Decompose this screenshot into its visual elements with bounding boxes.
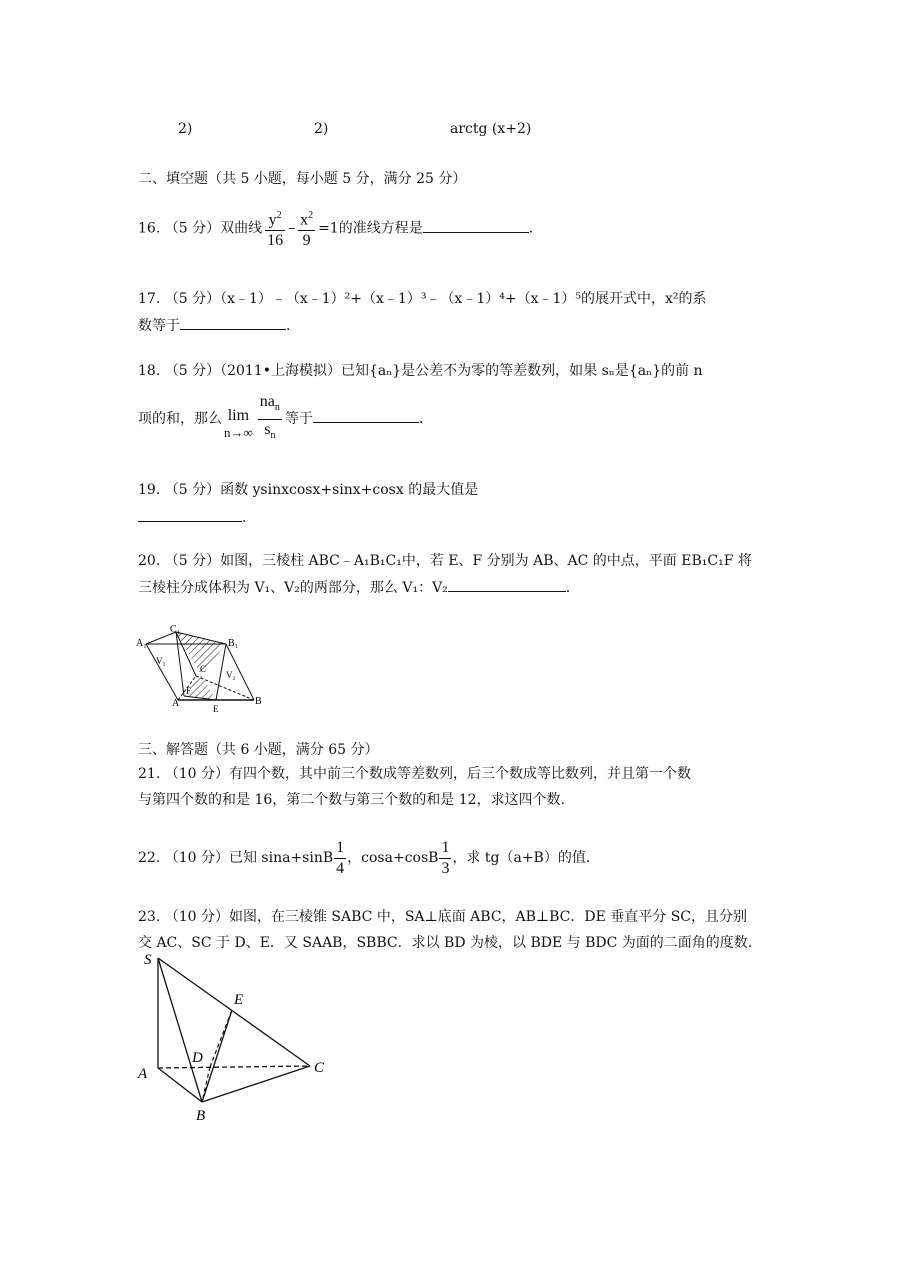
label-a: A <box>172 698 180 709</box>
question-16: 16. （5 分）双曲线 $\frac{y^2}{16}$ – $\frac{x^2}{9}$ =1的准线方程是 . <box>138 206 533 251</box>
question-20-line-1: 20. （5 分）如图，三棱柱 ABC﹣A₁B₁C₁中，若 E、F 分别为 AB、AC 的中点，平面 EB₁C₁F 将 <box>138 553 752 569</box>
question-17-line-2: 数等于 . <box>138 315 290 336</box>
question-18-line-1: 18. （5 分）（2011•上海模拟）已知{aₙ}是公差不为零的等差数列，如果 sₙ是{aₙ}的前 n <box>138 363 703 379</box>
label-a1: A₁ <box>136 638 147 649</box>
section-2-heading: 二、填空题（共 5 小题，每小题 5 分，满分 25 分） <box>138 171 467 187</box>
edge-b-c <box>202 1066 310 1102</box>
q16-equals: =1 <box>318 220 339 237</box>
pyramid-figure <box>132 948 332 1126</box>
prism-figure <box>134 624 274 716</box>
q18-answer-blank <box>313 408 419 423</box>
label-e: E <box>234 992 244 1008</box>
edge-s-c <box>158 958 310 1066</box>
label-d: D <box>192 1050 203 1066</box>
q17-answer-blank <box>180 315 286 330</box>
q18-fraction: $\frac{na_n}{s_n}$ <box>259 393 280 441</box>
label-v2: V₂ <box>226 670 236 680</box>
q18-limit: lim n→∞ <box>224 407 253 440</box>
label-s: S <box>144 952 152 968</box>
top-row-item-2: 2) <box>314 121 329 137</box>
q16-fraction-y: $\frac{y^2}{16}$ <box>265 206 285 251</box>
top-row-item-3: arctg (x+2) <box>450 121 532 137</box>
label-c: C <box>314 1060 325 1076</box>
label-a: A <box>138 1066 148 1082</box>
q20-answer-blank <box>448 577 566 592</box>
q16-suffix: 的准线方程是 <box>338 220 423 237</box>
q16-prefix: 16. （5 分）双曲线 <box>138 220 263 237</box>
question-23-line-1: 23. （10 分）如图，在三棱锥 SABC 中，SA⊥底面 ABC，AB⊥BC．DE 垂直平分 SC，且分别 <box>138 909 747 925</box>
label-c1: C₁ <box>170 624 181 635</box>
edge-d-b <box>202 1067 210 1102</box>
label-b: B <box>255 696 262 707</box>
edge-b-e <box>202 1010 232 1102</box>
top-row-item-1: 2) <box>178 121 193 137</box>
question-22: 22. （10 分）已知 sina+sinB $\frac{1}{4}$ ，cosa+cosB $\frac{1}{3}$ ，求 tg（a+B）的值. <box>138 838 591 877</box>
question-18-line-2: 项的和，那么 lim n→∞ $\frac{na_n}{s_n}$ 等于 . <box>138 392 423 446</box>
question-21-line-2: 与第四个数的和是 16，第二个数与第三个数的和是 12，求这四个数. <box>138 792 565 808</box>
question-17-line-1: 17. （5 分）（x﹣1）﹣（x﹣1）²+（x﹣1）³﹣（x﹣1）⁴+（x﹣1）⁵的展开式中，x²的系 <box>138 291 707 307</box>
label-e: E <box>213 704 219 714</box>
label-b: B <box>196 1108 206 1124</box>
question-19-line-1: 19. （5 分）函数 ysinxcosx+sinx+cosx 的最大值是 <box>138 482 479 498</box>
edge-a1-a <box>146 644 178 700</box>
edge-d-e <box>210 1010 232 1067</box>
question-20-line-2: 三棱柱分成体积为 V₁、V₂的两部分，那么 V₁：V₂ . <box>138 577 570 598</box>
label-c: C <box>200 664 207 674</box>
edge-a-c <box>158 1066 310 1068</box>
edge-a-b <box>158 1068 202 1102</box>
question-23-line-2: 交 AC、SC 于 D、E．又 SAAB，SBBC．求以 BD 为棱，以 BDE 与 BDC 为面的二面角的度数. <box>138 935 753 951</box>
section-3-heading: 三、解答题（共 6 小题，满分 65 分） <box>138 742 379 758</box>
label-v1: V₁ <box>156 656 166 666</box>
label-b1: B₁ <box>228 638 239 649</box>
q22-fraction-2: $\frac{1}{3}$ <box>441 838 450 877</box>
q16-answer-blank <box>423 218 529 233</box>
q22-fraction-1: $\frac{1}{4}$ <box>336 838 345 877</box>
q16-minus: – <box>288 220 296 237</box>
label-f: F <box>186 686 192 696</box>
question-19-line-2: . <box>138 507 246 528</box>
edge-s-b <box>158 958 202 1102</box>
q19-answer-blank <box>138 507 242 522</box>
q16-fraction-x: $\frac{x^2}{9}$ <box>298 206 315 251</box>
question-21-line-1: 21. （10 分）有四个数，其中前三个数成等差数列，后三个数成等比数列，并且第一个数 <box>138 766 691 782</box>
